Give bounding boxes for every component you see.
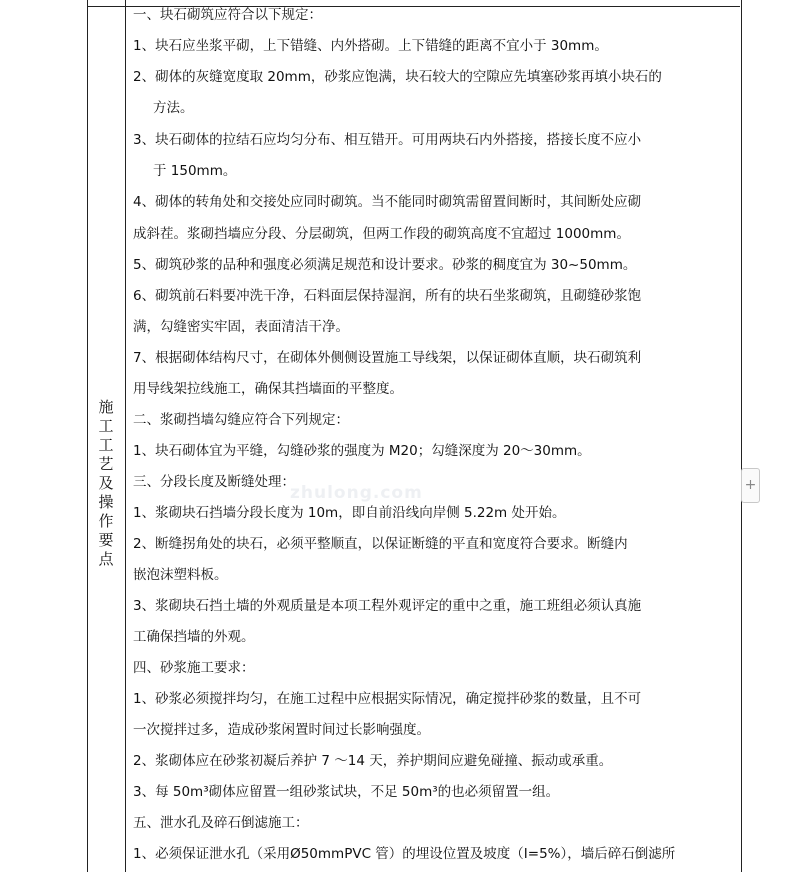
text-line: 7、根据砌体结构尺寸，在砌体外侧侧设置施工导线架，以保证砌体直顺，块石砌筑利 [133,350,642,366]
text-line: 3、浆砌块石挡土墙的外观质量是本项工程外观评定的重中之重，施工班组必须认真施 [133,598,642,614]
text-line: 2、断缝拐角处的块石，必须平整顺直，以保证断缝的平直和宽度符合要求。断缝内 [133,536,628,552]
text-line: 于 150mm。 [153,163,237,179]
text-line: 3、块石砌体的拉结石应均匀分布、相互错开。可用两块石内外搭接，搭接长度不应小 [133,132,642,148]
text-line: 2、砌体的灰缝宽度取 20mm，砂浆应饱满，块石较大的空隙应先填塞砂浆再填小块石的 [133,69,662,85]
text-line: 5、砌筑砂浆的品种和强度必须满足规范和设计要求。砂浆的稠度宜为 30~50mm。 [133,257,637,273]
text-line: 方法。 [153,100,194,116]
text-line: 三、分段长度及断缝处理： [133,474,295,490]
text-line: 6、砌筑前石料要冲洗干净，石料面层保持湿润，所有的块石坐浆砌筑，且砌缝砂浆饱 [133,288,642,304]
column-divider [125,0,126,872]
text-line: 1、块石砌体宜为平缝，勾缝砂浆的强度为 M20；勾缝深度为 20～30mm。 [133,443,591,459]
text-line: 用导线架拉线施工，确保其挡墙面的平整度。 [133,381,403,397]
text-line: 1、砂浆必须搅拌均匀，在施工过程中应根据实际情况，确定搅拌砂浆的数量，且不可 [133,691,642,707]
text-line: 四、砂浆施工要求： [133,660,255,676]
text-line: 成斜茬。浆砌挡墙应分段、分层砌筑，但两工作段的砌筑高度不宜超过 1000mm。 [133,226,630,242]
text-line: 4、砌体的转角处和交接处应同时砌筑。当不能同时砌筑需留置间断时，其间断处应砌 [133,194,642,210]
text-line: 一、块石砌筑应符合以下规定： [133,7,322,23]
add-row-button[interactable]: + [741,468,760,503]
text-line: 满，勾缝密实牢固，表面清洁干净。 [133,319,349,335]
text-line: 工确保挡墙的外观。 [133,629,255,645]
text-line: 3、每 50m³砌体应留置一组砂浆试块，不足 50m³的也必须留置一组。 [133,784,560,800]
text-line: 一次搅拌过多，造成砂浆闲置时间过长影响强度。 [133,722,430,738]
text-line: 1、必须保证泄水孔（采用Ø50mmPVC 管）的埋设位置及坡度（I=5%），墙后碎石倒滤所 [133,846,676,862]
text-line: 2、浆砌体应在砂浆初凝后养护 7 ～14 天，养护期间应避免碰撞、振动或承重。 [133,753,613,769]
text-line: 二、浆砌挡墙勾缝应符合下列规定： [133,412,349,428]
text-line: 1、块石应坐浆平砌，上下错缝、内外搭砌。上下错缝的距离不宜小于 30mm。 [133,38,608,54]
section-label: 施工工艺及操作要点 [98,398,114,568]
watermark: zhulong.com [290,483,423,503]
text-line: 五、泄水孔及碎石倒滤施工： [133,815,309,831]
text-line: 嵌泡沫塑料板。 [133,567,228,583]
text-line: 1、浆砌块石挡墙分段长度为 10m，即自前沿线向岸侧 5.22m 处开始。 [133,505,566,521]
